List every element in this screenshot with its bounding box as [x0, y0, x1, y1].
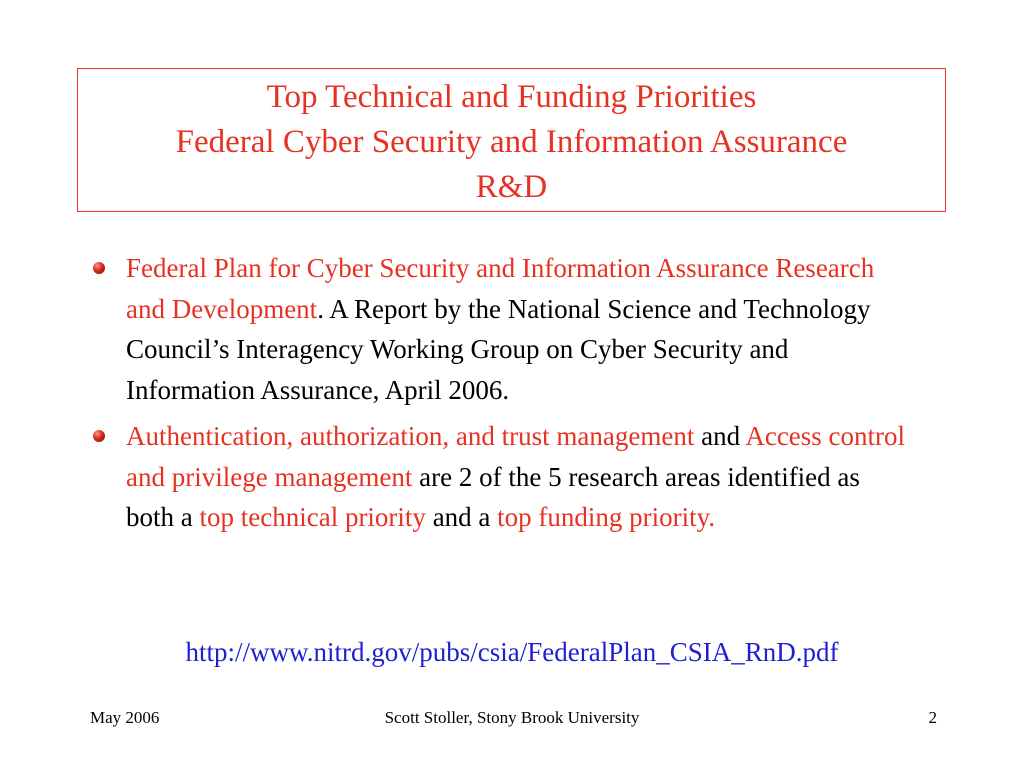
connector-text: are 2 of the 5 research areas identified as both a: [126, 461, 860, 532]
title-line-1: Top Technical and Funding Priorities: [266, 79, 757, 115]
area-access-control: Access control and privilege management: [126, 421, 906, 492]
bullet-item-research-areas: [93, 416, 913, 538]
title-line-2: Federal Cyber Security and Information Assurance: [175, 124, 848, 160]
title-line-3: R&D: [475, 169, 548, 205]
bullet-icon: [93, 430, 105, 442]
report-title: Federal Plan for Cyber Security and Information Assurance Research and Development: [126, 253, 875, 324]
report-url-link[interactable]: http://www.nitrd.gov/pubs/csia/FederalPlan_CSIA_RnD.pdf: [185, 637, 839, 667]
top-technical-priority: top technical priority: [199, 502, 426, 532]
top-funding-priority: top funding priority.: [497, 502, 716, 532]
slide-number: 2: [928, 708, 937, 727]
footer-author: Scott Stoller, Stony Brook University: [384, 708, 640, 727]
connector-text: and: [694, 421, 746, 451]
report-description: . A Report by the National Science and Technology Council’s Interagency Working Group on Cyber Security and Information Assurance, April 2006.: [126, 293, 871, 405]
bullet-icon: [93, 262, 105, 274]
footer-date: May 2006: [90, 708, 160, 727]
bullet-item-federal-plan: [93, 248, 913, 410]
area-authentication: Authentication, authorization, and trust management: [126, 421, 695, 451]
connector-text: and a: [425, 502, 498, 532]
title-box: [77, 68, 946, 212]
bullet-list: [93, 248, 913, 544]
